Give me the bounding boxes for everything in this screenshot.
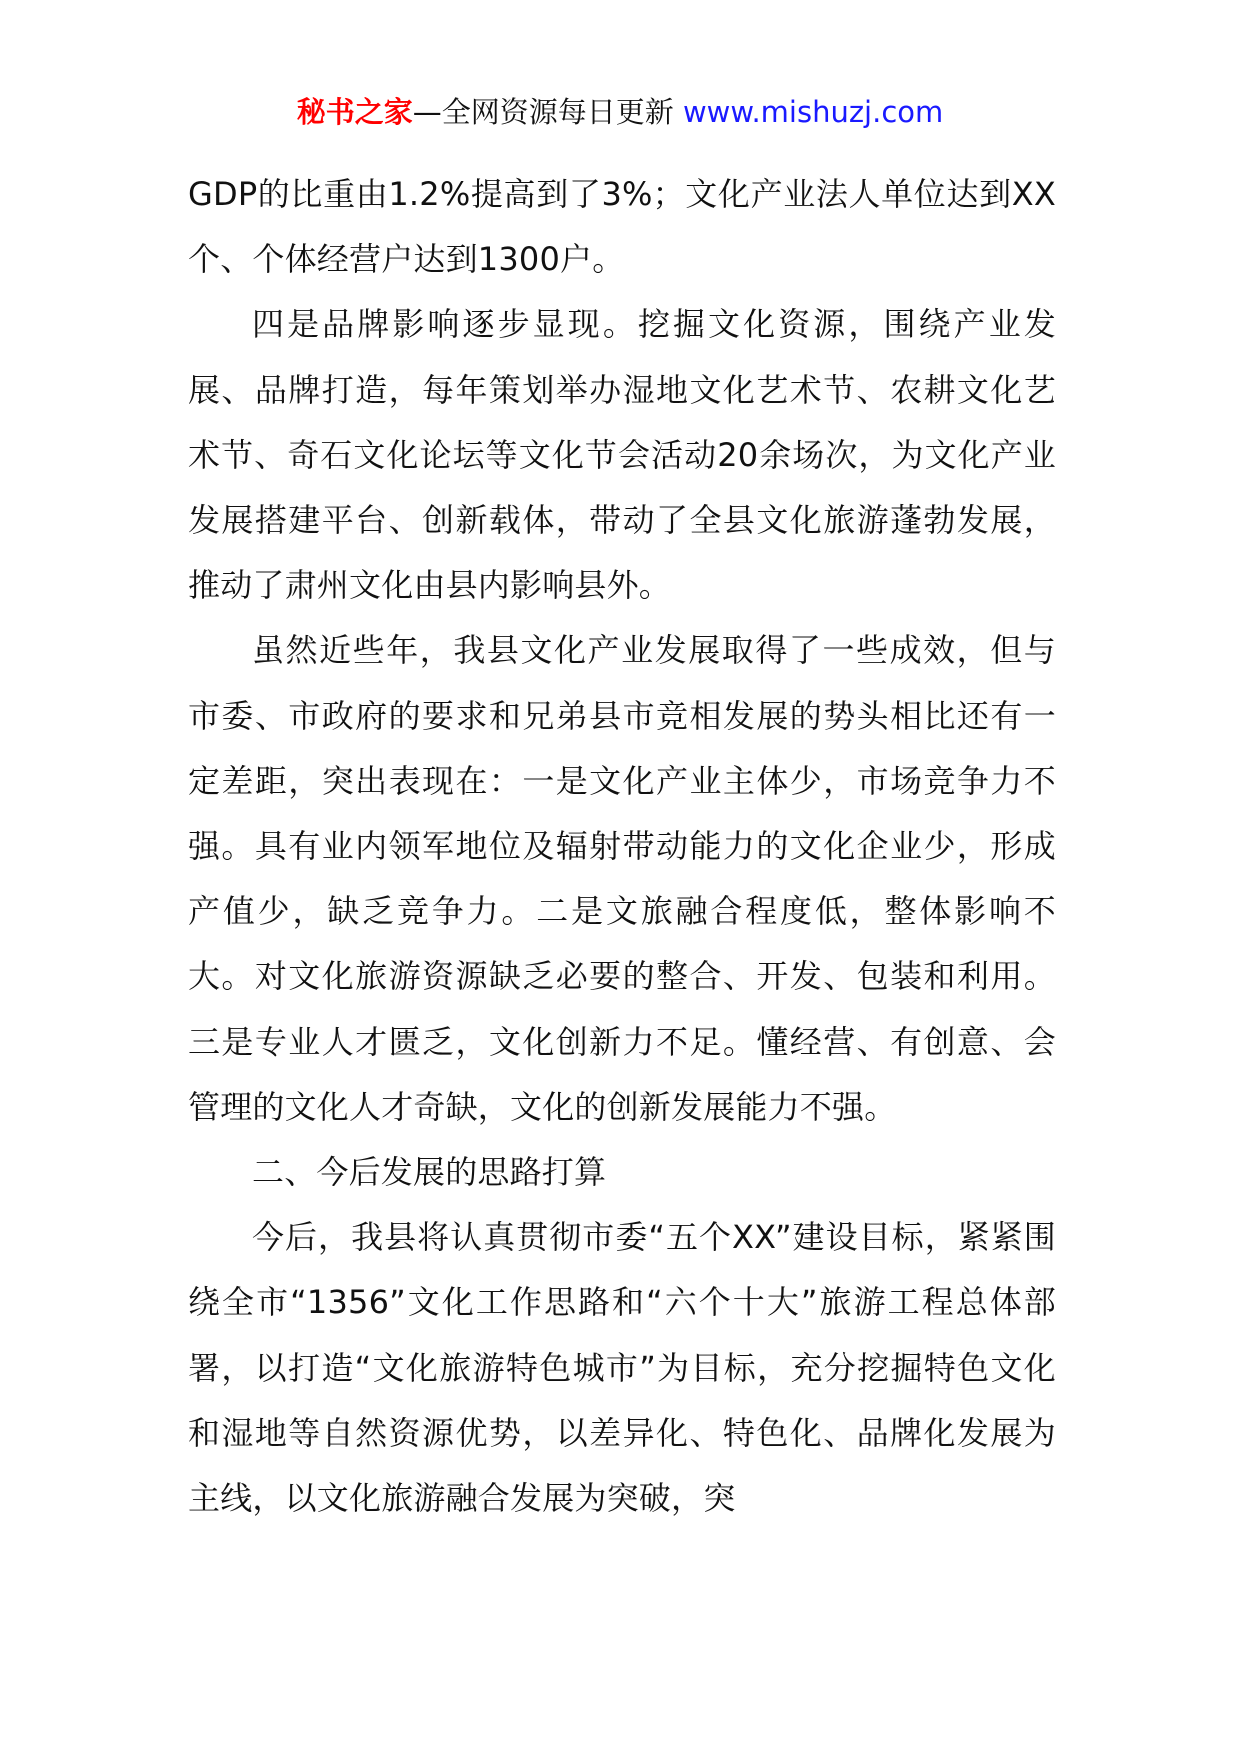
- site-tagline: —全网资源每日更新: [412, 95, 683, 129]
- site-brand: 秘书之家: [296, 95, 413, 129]
- section-heading: 二、今后发展的思路打算: [252, 1153, 607, 1192]
- paragraph-brand-influence: 四是品牌影响逐步显现。挖掘文化资源，围绕产业发展、品牌打造，每年策划举办湿地文化艺术节、农耕文化艺术节、奇石文化论坛等文化节会活动20余场次，为文化产业发展搭建平台、创新载体，带动了全县文化旅游蓬勃发展，推动了肃州文化由县内影响县外。: [188, 305, 1056, 605]
- paragraph-shortcomings: 虽然近些年，我县文化产业发展取得了一些成效，但与市委、市政府的要求和兄弟县市竞相发展的势头相比还有一定差距，突出表现在：一是文化产业主体少，市场竞争力不强。具有业内领军地位及辐射带动能力的文化企业少，形成产值少，缺乏竞争力。二是文旅融合程度低，整体影响不大。对文化旅游资源缺乏必要的整合、开发、包装和利用。三是专业人才匮乏，文化创新力不足。懂经营、有创意、会管理的文化人才奇缺，文化的创新发展能力不强。: [188, 631, 1056, 1126]
- site-url-link[interactable]: www.mishuzj.com: [682, 95, 944, 129]
- paragraph-future-plan: 今后，我县将认真贯彻市委“五个XX”建设目标，紧紧围绕全市“1356”文化工作思路和“六个十大”旅游工程总体部署，以打造“文化旅游特色城市”为目标，充分挖掘特色文化和湿地等自然资源优势，以差异化、特色化、品牌化发展为主线，以文化旅游融合发展为突破，突: [188, 1218, 1056, 1518]
- page-header: [0, 92, 1240, 132]
- paragraph-continued: GDP的比重由1.2%提高到了3%；文化产业法人单位达到XX个、个体经营户达到1300户。: [188, 175, 1056, 279]
- document-body: [188, 162, 1056, 1531]
